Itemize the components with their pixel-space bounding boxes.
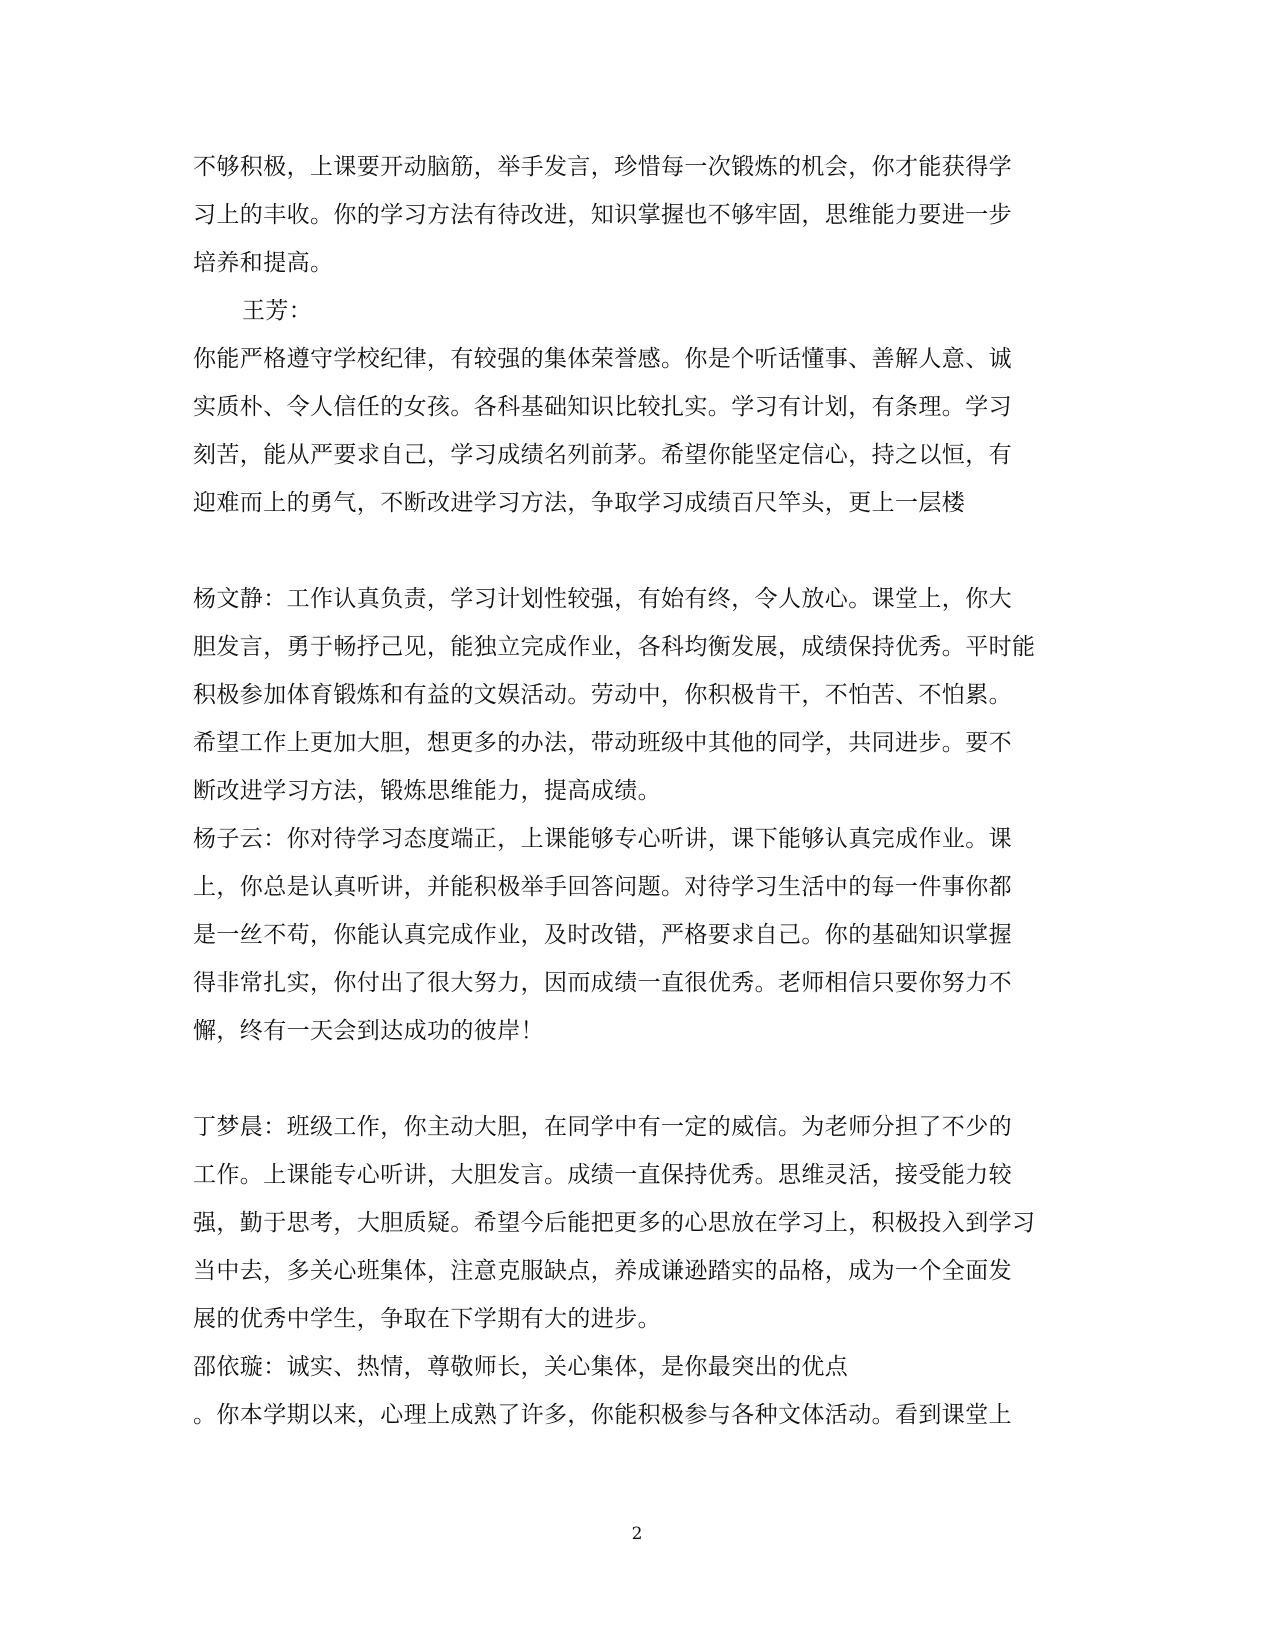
- text-line: 不够积极，上课要开动脑筋，举手发言，珍惜每一次锻炼的机会，你才能获得学: [193, 154, 1012, 180]
- text-line: 胆发言，勇于畅抒己见，能独立完成作业，各科均衡发展，成绩保持优秀。平时能: [193, 634, 1036, 660]
- text-line: 你能严格遵守学校纪律，有较强的集体荣誉感。你是个听话懂事、善解人意、诚: [193, 346, 1012, 372]
- text-line: 邵依璇：诚实、热情，尊敬师长，关心集体，是你最突出的优点: [193, 1354, 849, 1380]
- text-line: 刻苦，能从严要求自己，学习成绩名列前茅。希望你能坚定信心，持之以恒，有: [193, 442, 1012, 468]
- page-number: 2: [631, 1524, 643, 1544]
- text-line: 工作。上课能专心听讲，大胆发言。成绩一直保持优秀。思维灵活，接受能力较: [193, 1162, 1012, 1188]
- text-line: 丁梦晨：班级工作，你主动大胆，在同学中有一定的威信。为老师分担了不少的: [193, 1114, 1012, 1140]
- text-line: 。你本学期以来，心理上成熟了许多，你能积极参与各种文体活动。看到课堂上: [193, 1402, 1012, 1428]
- text-line: 希望工作上更加大胆，想更多的办法，带动班级中其他的同学，共同进步。要不: [193, 730, 1012, 756]
- text-line: 习上的丰收。你的学习方法有待改进，知识掌握也不够牢固，思维能力要进一步: [193, 202, 1012, 228]
- text-line: 当中去，多关心班集体，注意克服缺点，养成谦逊踏实的品格，成为一个全面发: [193, 1258, 1012, 1284]
- text-line: 断改进学习方法，锻炼思维能力，提高成绩。: [193, 778, 661, 804]
- student-name-heading: 王芳：: [242, 298, 313, 324]
- text-line: 得非常扎实，你付出了很大努力，因而成绩一直很优秀。老师相信只要你努力不: [193, 970, 1012, 996]
- text-line: 杨文静：工作认真负责，学习计划性较强，有始有终，令人放心。课堂上，你大: [193, 586, 1012, 612]
- text-line: 培养和提高。: [193, 250, 334, 276]
- text-line: 迎难而上的勇气，不断改进学习方法，争取学习成绩百尺竿头，更上一层楼: [193, 490, 966, 516]
- text-line: 懈，终有一天会到达成功的彼岸！: [193, 1018, 544, 1044]
- text-line: 是一丝不苟，你能认真完成作业，及时改错，严格要求自己。你的基础知识掌握: [193, 922, 1012, 948]
- text-line: 展的优秀中学生，争取在下学期有大的进步。: [193, 1306, 661, 1332]
- text-line: 积极参加体育锻炼和有益的文娱活动。劳动中，你积极肯干，不怕苦、不怕累。: [193, 682, 1012, 708]
- text-line: 上，你总是认真听讲，并能积极举手回答问题。对待学习生活中的每一件事你都: [193, 874, 1012, 900]
- text-line: 实质朴、令人信任的女孩。各科基础知识比较扎实。学习有计划，有条理。学习: [193, 394, 1012, 420]
- text-line: 强，勤于思考，大胆质疑。希望今后能把更多的心思放在学习上，积极投入到学习: [193, 1210, 1036, 1236]
- text-line: 杨子云：你对待学习态度端正，上课能够专心听讲，课下能够认真完成作业。课: [193, 826, 1012, 852]
